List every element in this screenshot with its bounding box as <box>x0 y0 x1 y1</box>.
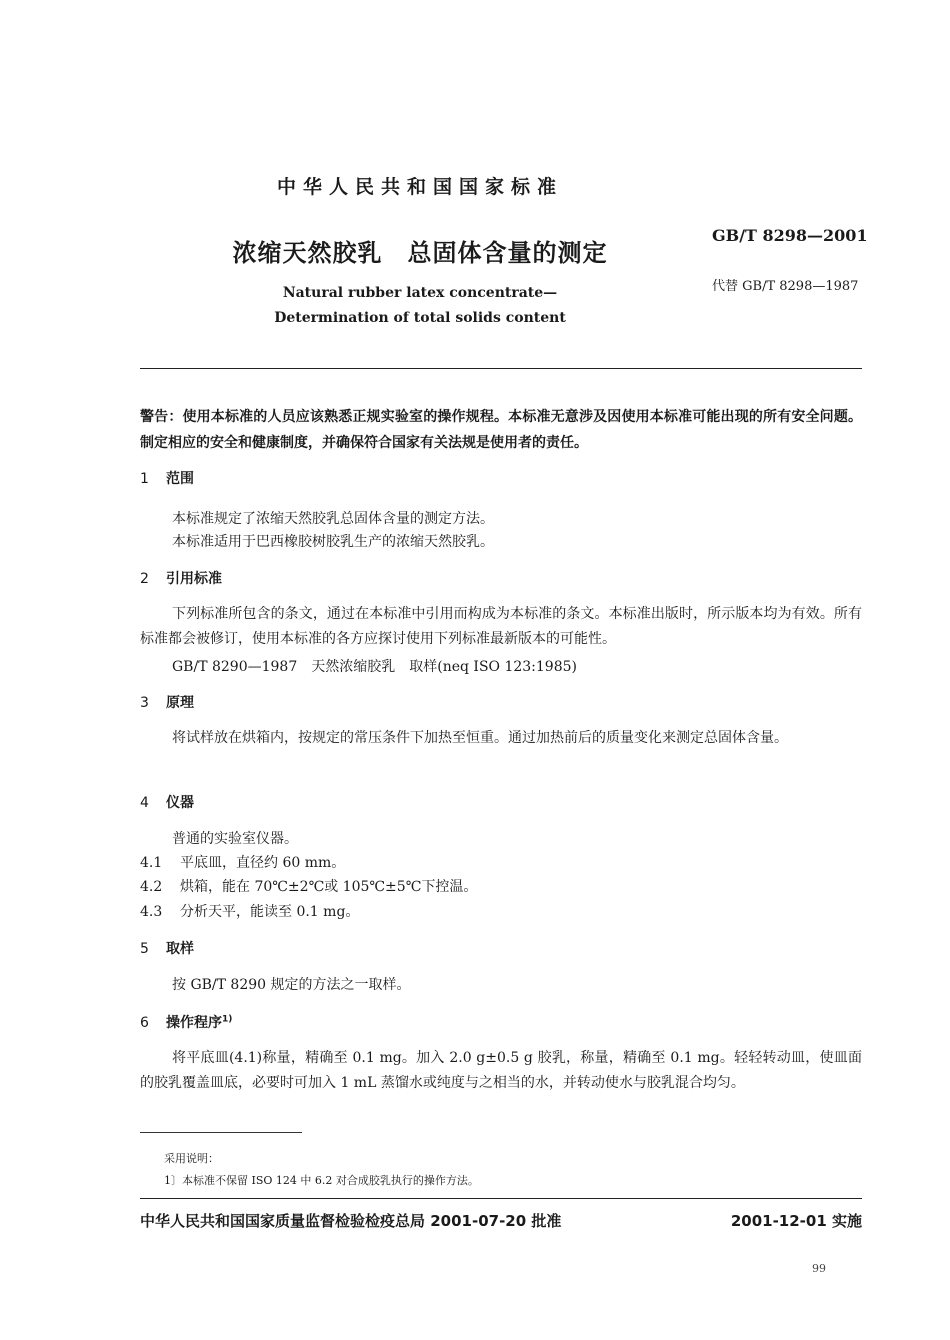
item-number: 4.2 <box>140 879 163 895</box>
section-1-paragraph-1: 本标准规定了浓缩天然胶乳总固体含量的测定方法。 <box>172 511 494 527</box>
section-1-paragraph-2: 本标准适用于巴西橡胶树胶乳生产的浓缩天然胶乳。 <box>172 534 494 550</box>
section-4-paragraph: 普通的实验室仪器。 <box>172 831 298 847</box>
section-3-paragraph: 将试样放在烘箱内，按规定的常压条件下加热至恒重。通过加热前后的质量变化来测定总固体含量。 <box>172 730 788 746</box>
section-title: 取样 <box>166 941 194 957</box>
section-title: 原理 <box>166 695 194 711</box>
footnote-divider <box>140 1132 302 1133</box>
section-6-paragraph: 将平底皿(4.1)称量，精确至 0.1 mg。加入 2.0 g±0.5 g 胶乳，称量，精确至 0.1 mg。轻轻转动皿，使皿面的胶乳覆盖皿底，必要时可加入 1 mL 蒸馏水或纯度与之相当的水，并转动使水与胶乳混合均匀。 <box>140 1050 862 1091</box>
approval-line: 中华人民共和国国家质量监督检验检疫总局 2001-07-20 批准 <box>140 1212 562 1230</box>
section-title: 引用标准 <box>166 571 222 587</box>
section-6-heading <box>140 1012 232 1032</box>
document-title-en-line2: Determination of total solids content <box>274 310 566 326</box>
national-standard-heading: 中华人民共和国国家标准 <box>276 176 563 198</box>
list-item <box>140 876 477 896</box>
item-text: 烘箱，能在 70℃±2℃或 105℃±5℃下控温。 <box>180 879 478 895</box>
section-number: 6 <box>140 1015 149 1031</box>
implementation-date: 2001-12-01 实施 <box>730 1212 862 1230</box>
footnote-heading: 采用说明： <box>164 1152 219 1165</box>
section-number: 2 <box>140 571 149 587</box>
item-number: 4.3 <box>140 904 163 920</box>
page-number: 99 <box>812 1262 826 1275</box>
replaces-standard: 代替 GB/T 8298—1987 <box>712 279 859 294</box>
section-title: 仪器 <box>166 795 194 811</box>
document-title-en-line1: Natural rubber latex concentrate— <box>282 285 558 301</box>
header-divider <box>140 368 862 369</box>
standard-number: GB/T 8298—2001 <box>712 226 868 245</box>
section-5-heading <box>140 938 194 958</box>
section-4-heading <box>140 792 194 812</box>
footnote-marker: 1) <box>222 1014 233 1025</box>
section-5-paragraph: 按 GB/T 8290 规定的方法之一取样。 <box>172 977 411 993</box>
section-2-reference: GB/T 8290—1987 天然浓缩胶乳 取样(neq ISO 123:1985) <box>172 659 577 675</box>
section-number: 1 <box>140 471 149 487</box>
section-2-paragraph: 下列标准所包含的条文，通过在本标准中引用而构成为本标准的条文。本标准出版时，所示版本均为有效。所有标准都会被修订，使用本标准的各方应探讨使用下列标准最新版本的可能性。 <box>140 606 862 647</box>
section-3-heading <box>140 692 194 712</box>
section-number: 5 <box>140 941 149 957</box>
list-item <box>140 901 359 921</box>
section-title: 范围 <box>166 471 194 487</box>
item-number: 4.1 <box>140 855 163 871</box>
item-text: 平底皿，直径约 60 mm。 <box>180 855 346 871</box>
item-text: 分析天平，能读至 0.1 mg。 <box>180 904 360 920</box>
section-title: 操作程序 <box>166 1015 222 1031</box>
footer-divider <box>140 1198 862 1199</box>
footnote-text: 1〕本标准不保留 ISO 124 中 6.2 对合成胶乳执行的操作方法。 <box>164 1174 479 1187</box>
list-item <box>140 852 345 872</box>
section-2-heading <box>140 568 222 588</box>
warning-text: 警告：使用本标准的人员应该熟悉正规实验室的操作规程。本标准无意涉及因使用本标准可能出现的所有安全问题。制定相应的安全和健康制度，并确保符合国家有关法规是使用者的责任。 <box>140 409 862 451</box>
section-number: 4 <box>140 795 149 811</box>
document-title-cn: 浓缩天然胶乳 总固体含量的测定 <box>232 239 608 267</box>
section-number: 3 <box>140 695 149 711</box>
section-1-heading <box>140 468 194 488</box>
